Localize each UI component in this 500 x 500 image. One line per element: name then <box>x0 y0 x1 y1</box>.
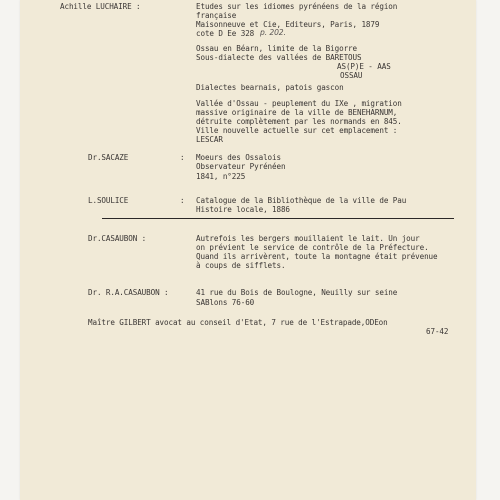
entry-line: Observateur Pyrénéen <box>196 162 286 171</box>
gilbert-line: Maître GILBERT avocat au conseil d'Etat, 7 rue de l'Estrapade,ODEon <box>88 318 388 327</box>
entry-colon: : <box>180 153 185 162</box>
entry-line: à coups de sifflets. <box>196 261 286 270</box>
entry-line: Autrefois les bergers mouillaient le lait. Un jour <box>196 234 420 243</box>
gilbert-phone: 67-42 <box>426 327 449 336</box>
entry-line: Catalogue de la Bibliothèque de la ville de Pau <box>196 196 407 205</box>
entry-line: Maisonneuve et Cie, Editeurs, Paris, 1879 <box>196 20 380 29</box>
entry-line: 41 rue du Bois de Boulogne, Neuilly sur seine <box>196 288 398 297</box>
entry-line: Vallée d'Ossau - peuplement du IXe , migration <box>196 99 402 108</box>
author-luchaire: Achille LUCHAIRE : <box>60 2 141 11</box>
entry-line: AS(P)E - AAS <box>337 62 391 71</box>
author-soulice: L.SOULICE <box>88 196 129 205</box>
entry-line: OSSAU <box>340 71 363 80</box>
entry-line: cote D Ee 328 <box>196 29 255 38</box>
entry-line: Etudes sur les idiomes pyrénéens de la région <box>196 2 398 11</box>
entry-line: Dialectes bearnais, patois gascon <box>196 83 344 92</box>
entry-line: 1841, n°225 <box>196 172 246 181</box>
author-ra-casaubon: Dr. R.A.CASAUBON : <box>88 288 169 297</box>
entry-line: SABlons 76-60 <box>196 298 255 307</box>
entry-line: Quand ils arrivèrent, toute la montagne était prévenue <box>196 252 438 261</box>
entry-line: Moeurs des Ossalois <box>196 153 281 162</box>
entry-line: massive originaire de la ville de BENEHARNUM, <box>196 108 398 117</box>
document-page <box>20 0 476 500</box>
author-sacaze: Dr.SACAZE <box>88 153 129 162</box>
handwritten-note: p. 202. <box>260 28 286 37</box>
entry-line: Ossau en Béarn, limite de la Bigorre <box>196 44 357 53</box>
entry-line: LESCAR <box>196 135 223 144</box>
entry-line: française <box>196 11 237 20</box>
entry-line: on prévient le service de contrôle de la Préfecture. <box>196 243 429 252</box>
author-casaubon: Dr.CASAUBON : <box>88 234 147 243</box>
entry-line: détruite complètement par les normands en 845. <box>196 117 402 126</box>
entry-line: Sous-dialecte des vallées de BARETOUS <box>196 53 362 62</box>
entry-line: Histoire locale, 1886 <box>196 205 290 214</box>
entry-line: Ville nouvelle actuelle sur cet emplacement : <box>196 126 398 135</box>
divider-line <box>102 218 454 219</box>
entry-colon: : <box>180 196 185 205</box>
